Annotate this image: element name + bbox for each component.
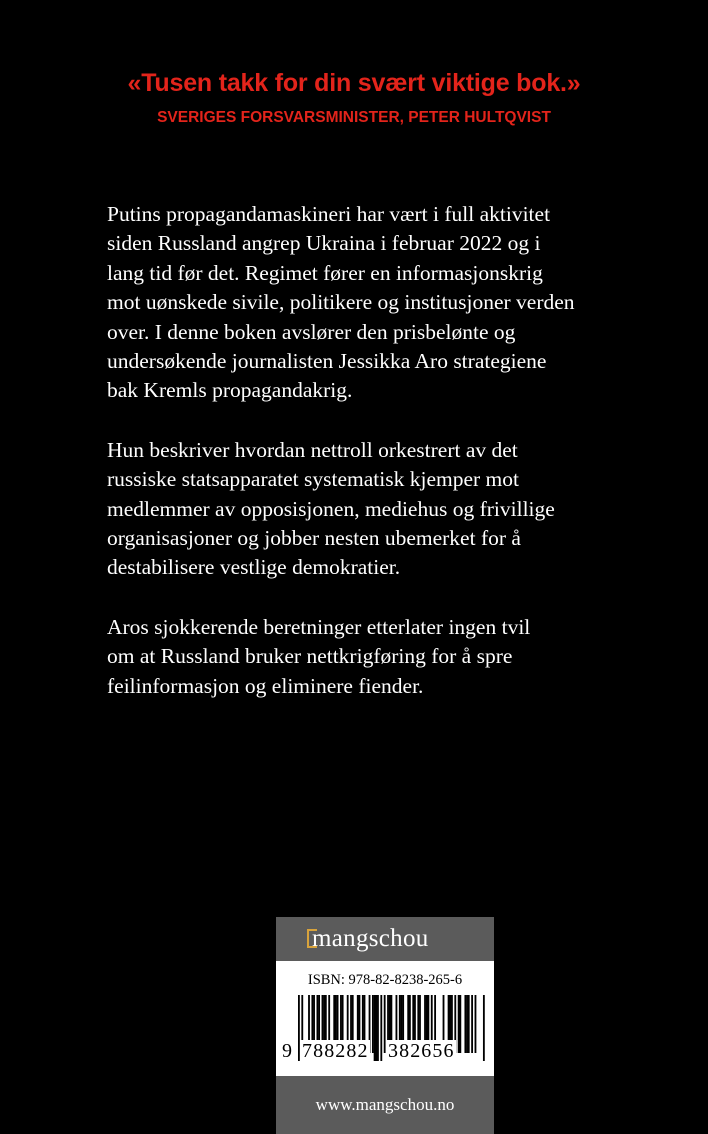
publisher-website-band: [276, 1076, 494, 1134]
publisher-logo-band: [276, 917, 494, 961]
book-description: [107, 200, 647, 731]
description-paragraph-1: [107, 200, 647, 406]
text-line: om at Russland bruker nettkrigføring for å spre: [107, 644, 513, 669]
publisher-website[interactable]: www.mangschou.no: [315, 1095, 455, 1114]
text-line: medlemmer av opposisjonen, mediehus og frivillige: [107, 496, 555, 521]
quote-attribution: SVERIGES FORSVARSMINISTER, PETER HULTQVIST: [157, 109, 551, 126]
publisher-logo: mangschou: [312, 925, 429, 952]
barcode-digit-group-right: 382656: [388, 1040, 455, 1062]
text-line: Hun beskriver hvordan nettroll orkestrert av det: [107, 437, 518, 462]
isbn-number: ISBN: 978-82-8238-265-6: [307, 972, 463, 988]
text-line: destabilisere vestlige demokratier.: [107, 555, 401, 580]
barcode-digit-group-left: 788282: [302, 1040, 369, 1062]
text-line: siden Russland angrep Ukraina i februar 2022 og i: [107, 231, 541, 256]
text-line: russiske statsapparatet systematisk kjemper mot: [107, 467, 519, 492]
text-line: bak Kremls propagandakrig.: [107, 378, 353, 403]
barcode-digits: [282, 1040, 488, 1062]
text-line: Putins propagandamaskineri har vært i full aktivitet: [107, 202, 551, 226]
text-line: Aros sjokkerende beretninger etterlater ingen tvil: [107, 614, 531, 639]
text-line: organisasjoner og jobber nesten ubemerket for å: [107, 526, 521, 551]
text-line: feilinformasjon og eliminere fiender.: [107, 673, 424, 698]
description-paragraph-2: [107, 436, 647, 583]
text-line: mot uønskede sivile, politikere og institusjoner verden: [107, 290, 575, 315]
description-paragraph-3: [107, 613, 647, 701]
barcode-first-digit: 9: [282, 1040, 294, 1062]
text-line: undersøkende journalisten Jessikka Aro strategiene: [107, 349, 547, 374]
text-line: lang tid før det. Regimet fører en informasjonskrig: [107, 260, 543, 285]
text-line: over. I denne boken avslører den prisbelønte og: [107, 319, 516, 344]
isbn-label-box: [276, 917, 494, 1134]
review-quote: «Tusen takk for din svært viktige bok.»: [127, 69, 581, 97]
